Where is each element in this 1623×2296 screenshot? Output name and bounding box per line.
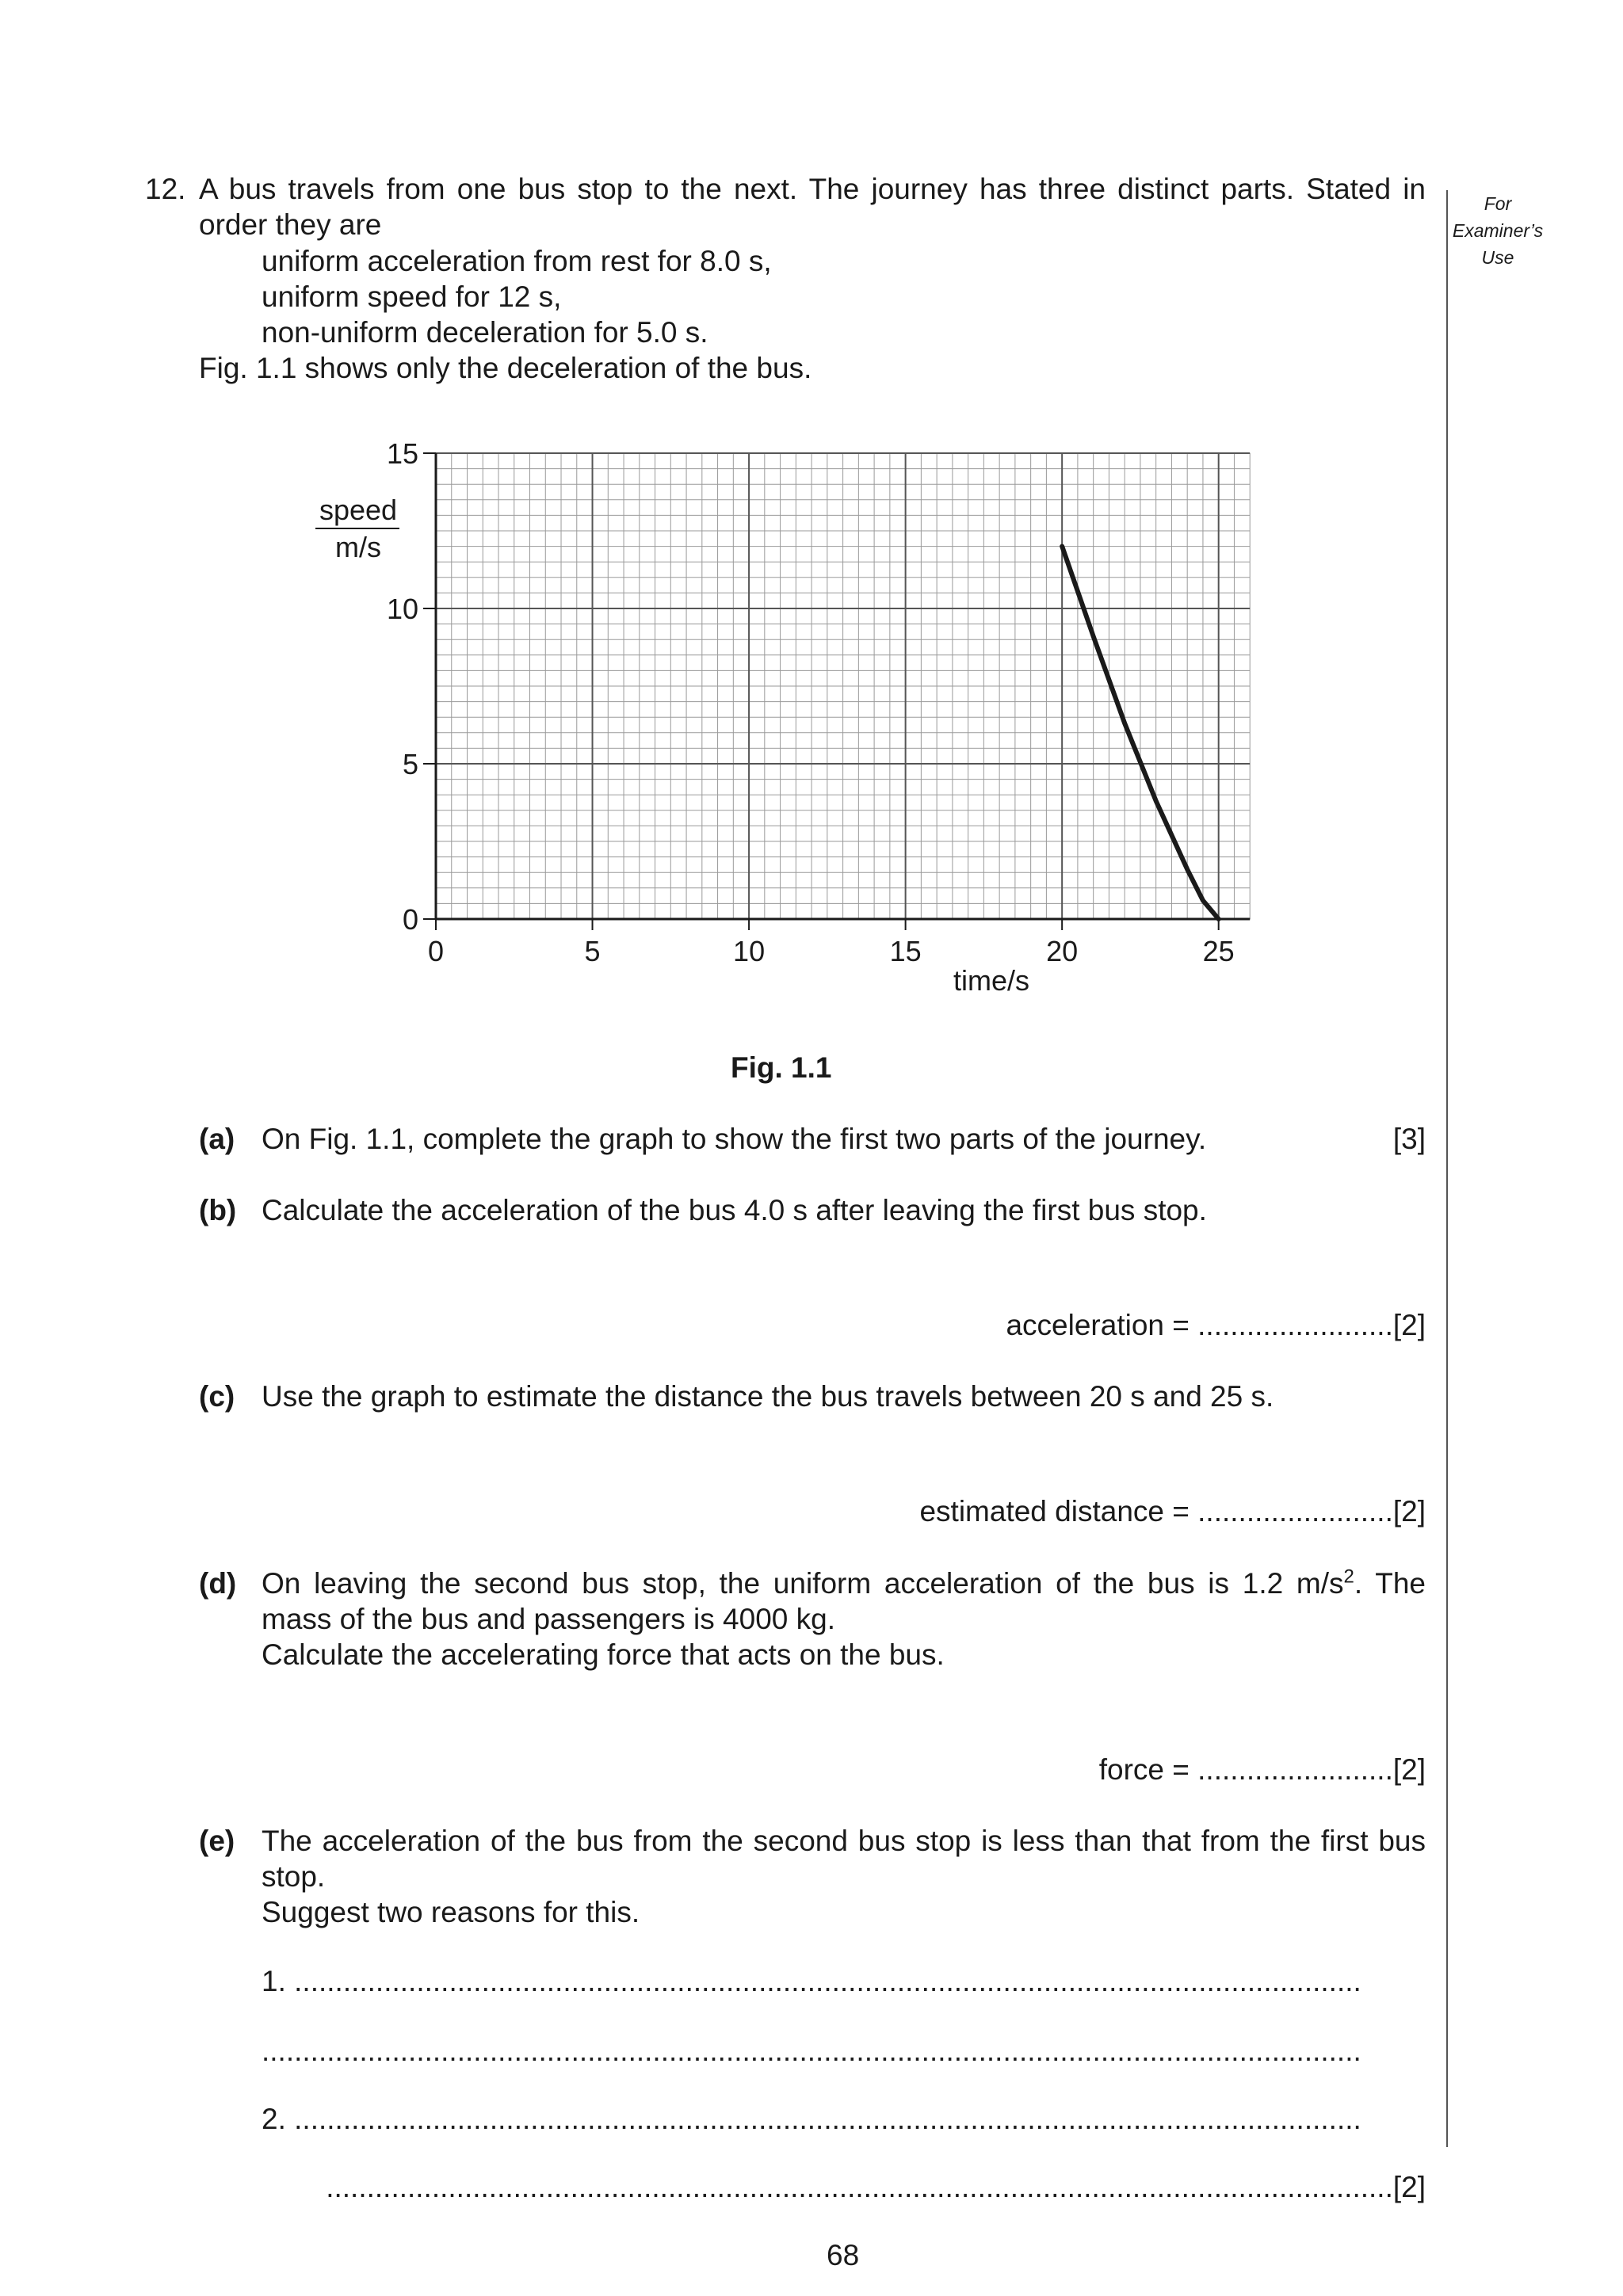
journey-part-2: uniform speed for 12 s, <box>262 280 562 313</box>
x-tick-label: 0 <box>427 935 445 967</box>
x-tick-label: 15 <box>889 935 922 967</box>
part-b-label: (b) <box>199 1194 237 1226</box>
part-a-label: (a) <box>199 1123 235 1155</box>
x-tick-label: 25 <box>1202 935 1235 967</box>
part-e-line1: The acceleration of the bus from the second bus stop is less than that from the first bus <box>262 1825 1426 1857</box>
reason-2-continuation-line[interactable]: ...................................................................................................................................[2] <box>326 2171 1426 2203</box>
y-tick-label: 10 <box>386 593 418 625</box>
x-axis-label: time/s <box>953 964 1030 997</box>
y-tick-label: 5 <box>402 748 418 780</box>
part-c-answer-line[interactable]: estimated distance = ........................[2] <box>919 1495 1426 1527</box>
part-b-answer-line[interactable]: acceleration = ........................[2] <box>1006 1309 1426 1341</box>
part-d-line2: mass of the bus and passengers is 4000 kg. <box>262 1603 835 1635</box>
grid-minor <box>436 453 1250 919</box>
y-tick-label: 15 <box>386 437 418 470</box>
part-c-label: (c) <box>199 1380 235 1413</box>
figure-caption: Fig. 1.1 <box>731 1051 832 1084</box>
x-tick-label: 5 <box>584 935 601 967</box>
part-a-marks: [3] <box>1392 1123 1426 1155</box>
part-d-label: (d) <box>199 1567 237 1600</box>
part-d-line3: Calculate the accelerating force that acts on the bus. <box>262 1638 945 1671</box>
part-e-line3: Suggest two reasons for this. <box>262 1896 640 1928</box>
part-e-line2: stop. <box>262 1860 326 1893</box>
journey-part-1: uniform acceleration from rest for 8.0 s, <box>262 245 772 277</box>
part-d-answer-line[interactable]: force = ........................[2] <box>1098 1753 1426 1786</box>
page-number: 68 <box>827 2239 860 2271</box>
question-intro-line2: order they are <box>199 208 382 241</box>
question-intro-line1: A bus travels from one bus stop to the next. The journey has three distinct parts. Stated in <box>199 173 1426 205</box>
y-tick-label: 0 <box>402 903 418 936</box>
speed-time-graph <box>0 0 1623 1030</box>
part-e-label: (e) <box>199 1825 235 1857</box>
reason-1-answer-line[interactable]: 1. ................................................................................................................................... <box>262 1965 1361 1997</box>
journey-part-3: non-uniform deceleration for 5.0 s. <box>262 316 708 349</box>
x-tick-label: 20 <box>1046 935 1079 967</box>
figure-reference: Fig. 1.1 shows only the deceleration of the bus. <box>199 352 812 384</box>
y-axis-label-bottom: m/s <box>335 531 381 563</box>
x-tick-label: 10 <box>733 935 766 967</box>
part-d-line1 <box>262 1567 1426 1600</box>
reason-1-continuation-line[interactable]: ....................................................................................................................................... <box>262 2035 1361 2067</box>
part-d-line1-text: On leaving the second bus stop, the uniform acceleration of the bus is 1.2 m/s <box>262 1567 1344 1600</box>
part-d-line1-end: . The <box>1354 1567 1426 1600</box>
part-a-text: On Fig. 1.1, complete the graph to show the first two parts of the journey. <box>262 1123 1207 1155</box>
y-axis-label-top: speed <box>319 494 398 526</box>
part-c-text: Use the graph to estimate the distance the bus travels between 20 s and 25 s. <box>262 1380 1274 1413</box>
question-number: 12. <box>145 173 186 205</box>
examiner-use-line: For <box>1484 193 1512 214</box>
part-b-text: Calculate the acceleration of the bus 4.0 s after leaving the first bus stop. <box>262 1194 1207 1226</box>
examiner-use-line: Examiner’s <box>1452 220 1544 241</box>
examiner-use-line: Use <box>1481 247 1514 268</box>
reason-2-answer-line[interactable]: 2. ................................................................................................................................... <box>262 2103 1361 2135</box>
part-d-superscript: 2 <box>1343 1566 1354 1588</box>
